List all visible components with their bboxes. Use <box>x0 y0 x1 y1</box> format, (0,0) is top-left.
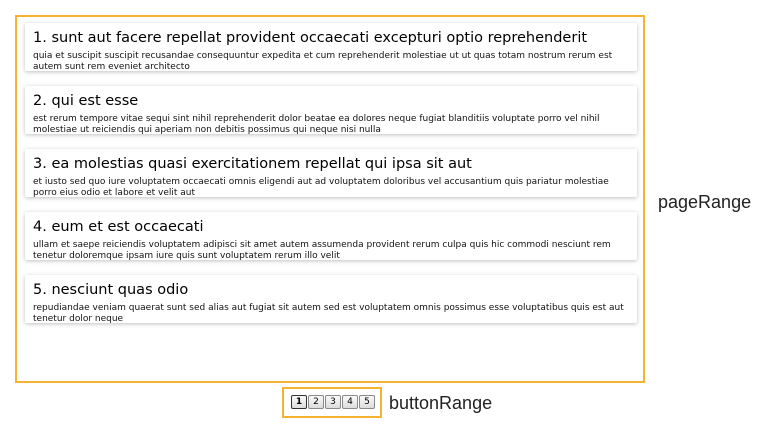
button-range-label: buttonRange <box>389 393 493 413</box>
page-range-label: pageRange <box>658 192 752 212</box>
page-button-2[interactable]: 2 <box>308 395 324 409</box>
page-range-box <box>15 15 645 383</box>
post-title: 2. qui est esse <box>33 93 139 109</box>
post-title: 5. nesciunt quas odio <box>33 282 189 298</box>
post-list <box>25 23 637 338</box>
post-card-3 <box>25 149 637 197</box>
post-title: 1. sunt aut facere repellat provident occaecati excepturi optio reprehenderit <box>33 30 588 46</box>
post-card-1 <box>25 23 637 71</box>
page-button-1[interactable]: 1 <box>291 395 307 409</box>
post-card-5 <box>25 275 637 323</box>
page-button-4[interactable]: 4 <box>342 395 358 409</box>
pagination-buttons <box>291 395 375 409</box>
post-body: ullam et saepe reiciendis voluptatem adipisci sit amet autem assumenda provident rerum culpa quis hic commodi nesciunt rem tenetur doloremque ipsam iure quis sunt voluptatem rerum illo velit <box>33 240 611 260</box>
post-card-2 <box>25 86 637 134</box>
post-card-4 <box>25 212 637 260</box>
post-body: repudiandae veniam quaerat sunt sed alias aut fugiat sit autem sed est voluptatem omnis possimus esse voluptatibus quis est aut tenetur dolor neque <box>33 303 624 323</box>
page-button-5[interactable]: 5 <box>359 395 375 409</box>
page-button-3[interactable]: 3 <box>325 395 341 409</box>
post-body: et iusto sed quo iure voluptatem occaecati omnis eligendi aut ad voluptatem doloribus vel accusantium quis pariatur molestiae porro eius odio et labore et velit aut <box>33 177 609 197</box>
button-range-box <box>282 387 382 418</box>
post-body: est rerum tempore vitae sequi sint nihil reprehenderit dolor beatae ea dolores neque fugiat blanditiis voluptate porro vel nihil molestiae ut reiciendis qui aperiam non debitis possimus qui neque nisi nulla <box>33 114 600 134</box>
post-title: 3. ea molestias quasi exercitationem repellat qui ipsa sit aut <box>33 156 472 172</box>
post-title: 4. eum et est occaecati <box>33 219 204 235</box>
post-body: quia et suscipit suscipit recusandae consequuntur expedita et cum reprehenderit molestiae ut ut quas totam nostrum rerum est autem sunt rem eveniet architecto <box>33 51 613 71</box>
